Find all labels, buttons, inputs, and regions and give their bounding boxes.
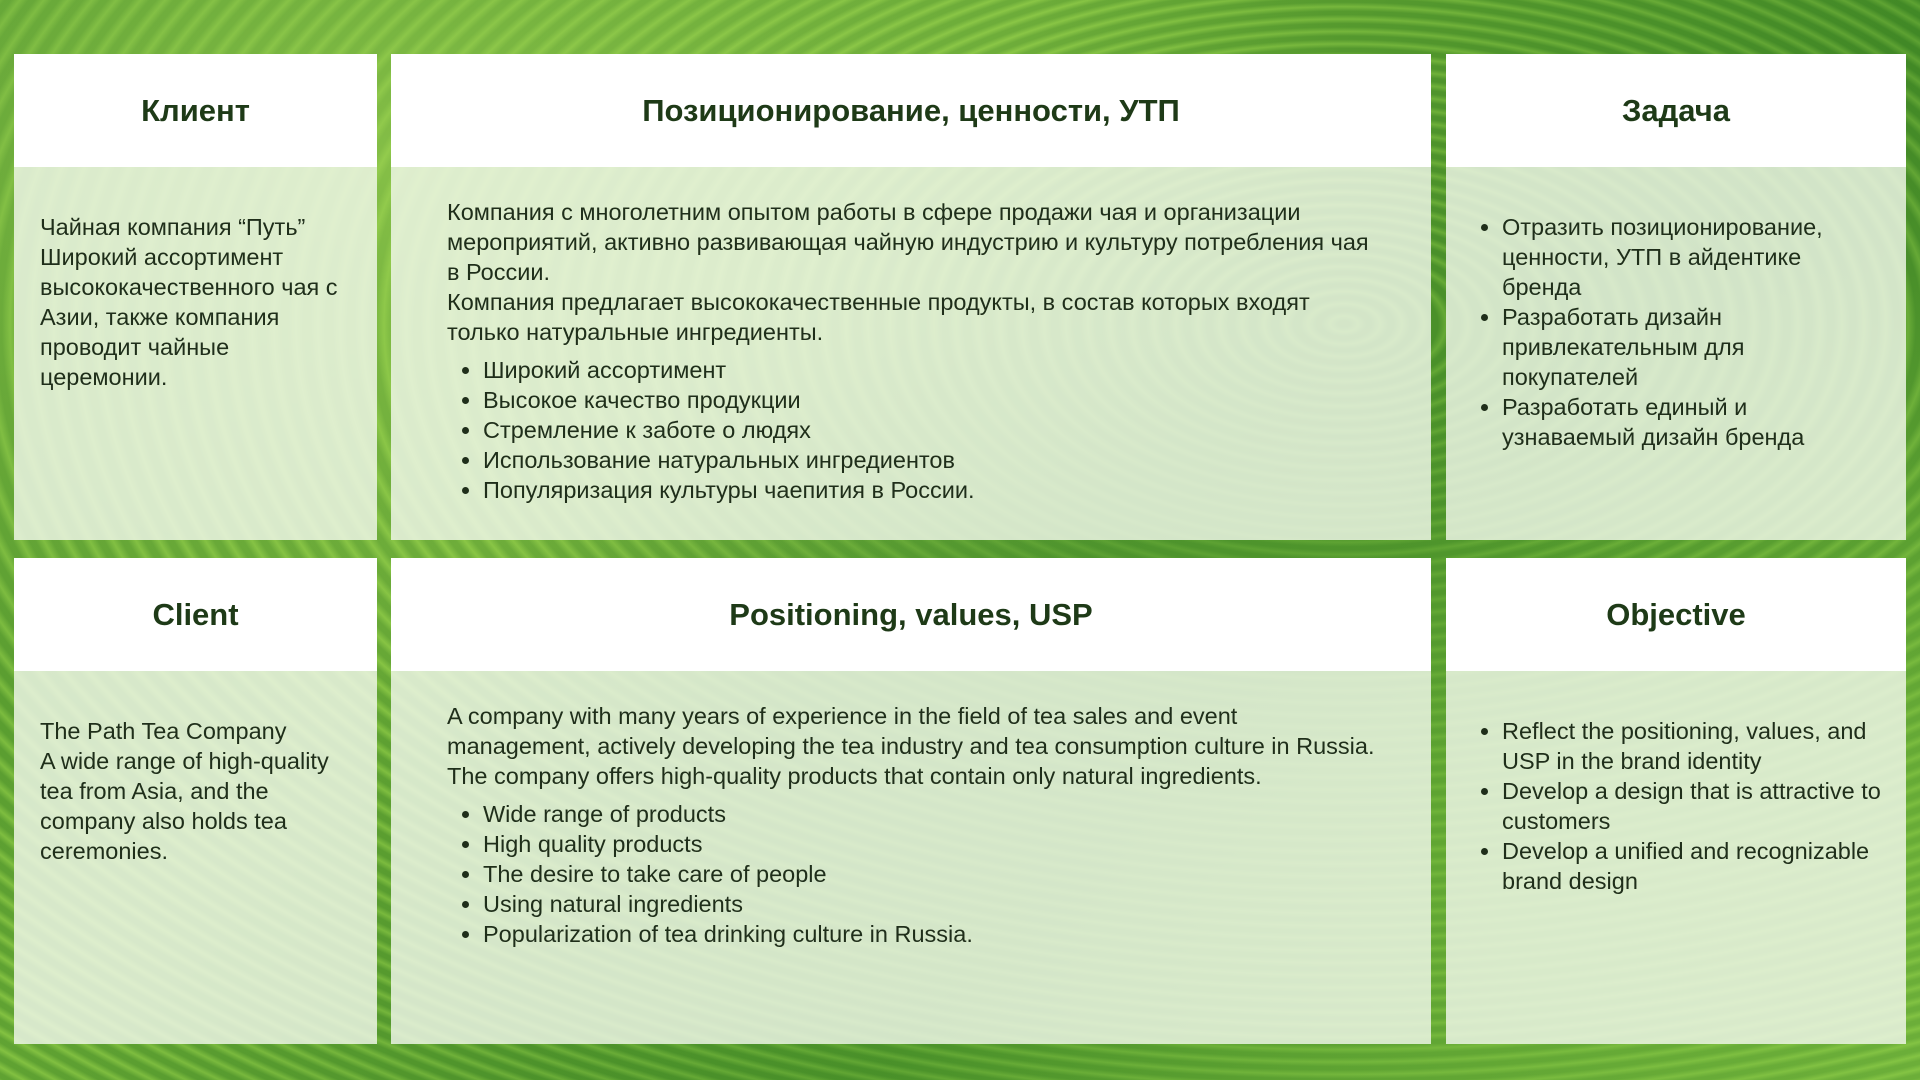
card-header bbox=[14, 54, 377, 167]
list-item: • High quality products bbox=[483, 829, 1375, 859]
list-item: • Popularization of tea drinking culture in Russia. bbox=[483, 919, 1375, 949]
card-body bbox=[391, 167, 1431, 540]
card-body bbox=[1446, 167, 1906, 540]
card-objective-ru bbox=[1446, 54, 1906, 540]
objective-list bbox=[1480, 212, 1886, 452]
card-header bbox=[391, 54, 1431, 167]
positioning-paragraph: A company with many years of experience in the field of tea sales and event management, actively developing the tea industry and tea consumption culture in Russia. bbox=[447, 703, 1375, 759]
card-header bbox=[1446, 54, 1906, 167]
list-item: • Develop a design that is attractive to customers bbox=[1502, 776, 1886, 836]
list-item: • Отразить позиционирование, ценности, УТП в айдентике бренда bbox=[1502, 212, 1886, 302]
card-header bbox=[391, 558, 1431, 671]
list-item: • Широкий ассортимент bbox=[483, 355, 1375, 385]
list-item: • Разработать дизайн привлекательным для покупателей bbox=[1502, 302, 1886, 392]
card-title: Objective bbox=[1606, 596, 1746, 632]
list-item: • Develop a unified and recognizable brand design bbox=[1502, 836, 1886, 896]
list-item: • Использование натуральных ингредиентов bbox=[483, 445, 1375, 475]
list-item: • Разработать единый и узнаваемый дизайн бренда bbox=[1502, 392, 1886, 452]
list-item: • Reflect the positioning, values, and USP in the brand identity bbox=[1502, 716, 1886, 776]
values-list bbox=[447, 355, 1375, 505]
card-objective-en bbox=[1446, 558, 1906, 1044]
list-item: • The desire to take care of people bbox=[483, 859, 1375, 889]
card-title: Клиент bbox=[141, 92, 250, 128]
positioning-paragraph: Компания предлагает высококачественные продукты, в состав которых входят только натуральные ингредиенты. bbox=[447, 289, 1310, 345]
card-title: Задача bbox=[1621, 92, 1731, 128]
client-description: Широкий ассортимент высококачественного чая с Азии, также компания проводит чайные церемонии. bbox=[40, 244, 338, 390]
card-title: Positioning, values, USP bbox=[729, 596, 1093, 632]
list-item: • Высокое качество продукции bbox=[483, 385, 1375, 415]
card-body bbox=[14, 167, 377, 540]
list-item: • Стремление к заботе о людях bbox=[483, 415, 1375, 445]
card-body bbox=[1446, 671, 1906, 1044]
card-body bbox=[391, 671, 1431, 1044]
client-name: Чайная компания “Путь” bbox=[40, 214, 306, 240]
card-header bbox=[14, 558, 377, 671]
card-client-ru bbox=[14, 54, 377, 540]
card-positioning-en bbox=[391, 558, 1431, 1044]
list-item: • Wide range of products bbox=[483, 799, 1375, 829]
card-title: Позиционирование, ценности, УТП bbox=[642, 92, 1180, 128]
positioning-paragraph: Компания с многолетним опытом работы в сфере продажи чая и организации мероприятий, активно развивающая чайную индустрию и культуру потребления чая в России. bbox=[447, 199, 1369, 285]
client-name: The Path Tea Company bbox=[40, 718, 287, 744]
card-positioning-ru bbox=[391, 54, 1431, 540]
card-client-en bbox=[14, 558, 377, 1044]
objective-list bbox=[1480, 716, 1886, 896]
list-item: • Популяризация культуры чаепития в России. bbox=[483, 475, 1375, 505]
values-list bbox=[447, 799, 1375, 949]
card-title: Client bbox=[152, 596, 239, 632]
list-item: • Using natural ingredients bbox=[483, 889, 1375, 919]
client-description: A wide range of high-quality tea from Asia, and the company also holds tea ceremonies. bbox=[40, 748, 329, 864]
card-header bbox=[1446, 558, 1906, 671]
positioning-paragraph: The company offers high-quality products that contain only natural ingredients. bbox=[447, 763, 1262, 789]
card-body bbox=[14, 671, 377, 1044]
